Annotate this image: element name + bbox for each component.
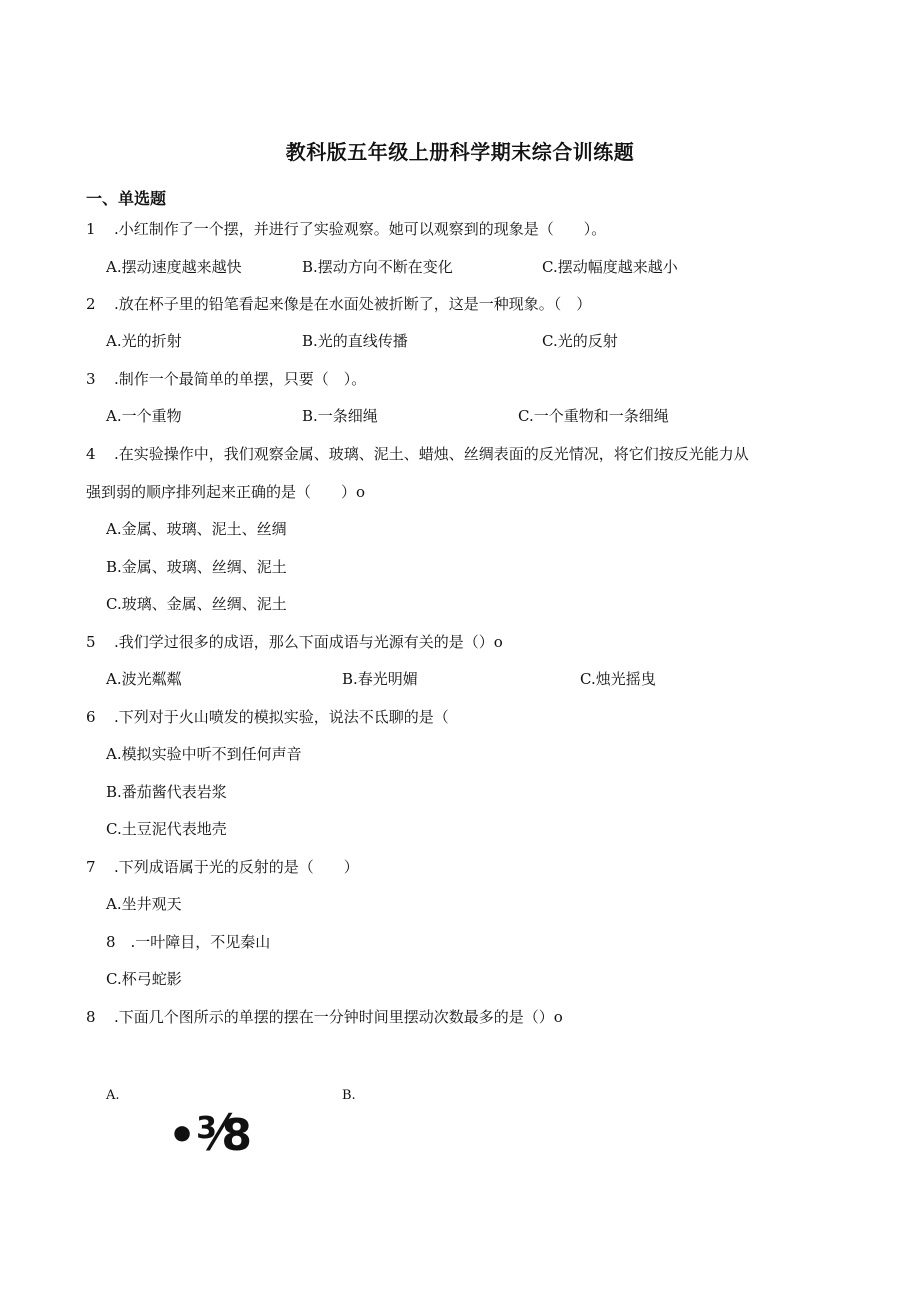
question-number: 3	[86, 370, 96, 388]
option-c: C.玻璃、金属、丝绸、泥土	[106, 595, 287, 613]
option-a: A.金属、玻璃、泥土、丝绸	[106, 520, 287, 538]
question-5	[86, 631, 503, 652]
question-text: .放在杯子里的铅笔看起来像是在水面处被折断了，这是一种现象。（ ）	[114, 295, 592, 313]
section-heading: 一、单选题	[86, 189, 167, 208]
option-b: B.春光明媚	[342, 670, 418, 688]
pendulum-bob-icon: •	[168, 1110, 197, 1161]
question-text: .在实验操作中，我们观察金属、玻璃、泥土、蜡烛、丝绸表面的反光情况，将它们按反光能力从	[114, 445, 749, 463]
question-text: .我们学过很多的成语，那么下面成语与光源有关的是（）o	[114, 633, 503, 651]
question-text: .下列成语属于光的反射的是（ ）	[114, 858, 359, 876]
figure-glyph-slash: ⁄	[215, 1104, 224, 1162]
option-c: C.光的反射	[542, 332, 618, 350]
question-number: 7	[86, 858, 96, 876]
question-4	[86, 443, 749, 464]
question-number: 5	[86, 633, 96, 651]
option-a: A.摆动速度越来越快	[106, 258, 242, 276]
question-number: 4	[86, 445, 96, 463]
question-text: .小红制作了一个摆，并进行了实验观察。她可以观察到的现象是（ ）。	[114, 220, 607, 238]
option-b: B.光的直线传播	[302, 332, 408, 350]
option-a: A.模拟实验中听不到任何声音	[106, 745, 302, 763]
figure-glyph-sup: 3	[196, 1111, 217, 1146]
question-number: 2	[86, 295, 96, 313]
option-b: B.番茄酱代表岩浆	[106, 783, 227, 801]
option-c: C.土豆泥代表地壳	[106, 820, 227, 838]
question-text: .下列对于火山喷发的模拟实验，说法不氐聊的是（	[114, 708, 449, 726]
figure-glyph-sub: 8	[221, 1110, 252, 1161]
option-b: 8 .一叶障目，不见秦山	[106, 933, 271, 951]
option-b: B.金属、玻璃、丝绸、泥土	[106, 558, 287, 576]
option-a: A.波光粼粼	[106, 670, 182, 688]
question-3	[86, 368, 366, 389]
question-2	[86, 293, 591, 314]
question-8	[86, 1006, 563, 1027]
pendulum-figure-a	[168, 1104, 252, 1162]
option-c: C.烛光摇曳	[580, 670, 656, 688]
option-a: A.坐井观天	[106, 895, 182, 913]
question-text: .下面几个图所示的单摆的摆在一分钟时间里摆动次数最多的是（）o	[114, 1008, 563, 1026]
option-b: B.一条细绳	[302, 407, 378, 425]
question-4-continued: 强到弱的顺序排列起来正确的是（ ）o	[86, 483, 366, 501]
question-7	[86, 856, 359, 877]
question-number: 6	[86, 708, 96, 726]
question-number: 1	[86, 220, 96, 238]
option-a: A.一个重物	[106, 407, 182, 425]
option-c: C.杯弓蛇影	[106, 970, 182, 988]
option-c: C.一个重物和一条细绳	[518, 407, 669, 425]
option-b: B.摆动方向不断在变化	[302, 258, 453, 276]
option-c: C.摆动幅度越来越小	[542, 258, 678, 276]
figure-label-b: B.	[342, 1088, 356, 1103]
question-1	[86, 218, 606, 239]
option-a: A.光的折射	[106, 332, 182, 350]
page-title: 教科版五年级上册科学期末综合训练题	[285, 140, 635, 164]
question-6	[86, 706, 449, 727]
question-text: .制作一个最简单的单摆，只要（ ）。	[114, 370, 367, 388]
figure-label-a: A.	[106, 1088, 120, 1103]
question-number: 8	[86, 1008, 96, 1026]
